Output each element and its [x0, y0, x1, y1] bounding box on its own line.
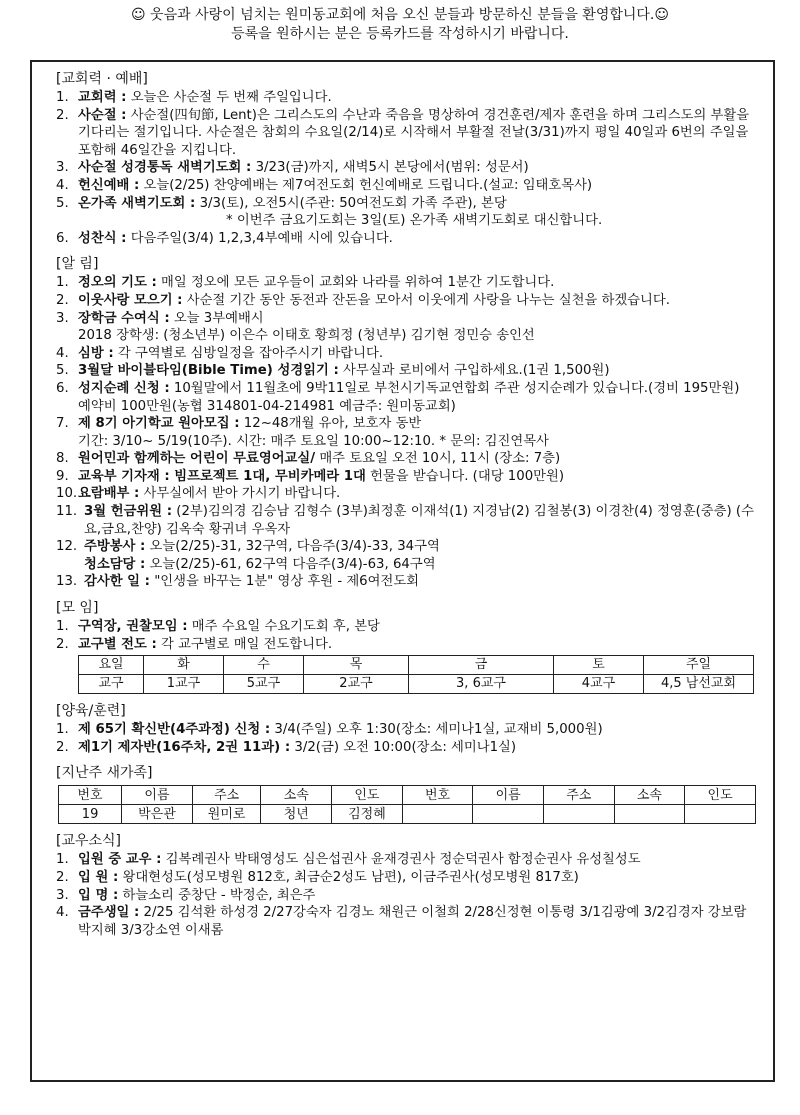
section-title: [양육/훈련] — [56, 703, 126, 720]
list-item — [56, 177, 756, 195]
item-text: 10월말에서 11월초에 9박11일로 부천시기독교연합회 주관 성지순례가 있습니다.(경비 195만원) 예약비 100만원(농협 314801-04-214981 예금주: 원미동교회) — [78, 380, 740, 414]
table-cell: 화 — [144, 656, 224, 675]
table-cell — [543, 805, 614, 824]
list-item — [56, 195, 756, 213]
item-text: 3/23(금)까지, 새벽5시 본당에서(범위: 성문서) — [251, 160, 529, 176]
section-title: [모 임] — [56, 600, 99, 617]
item-number: 5. — [56, 363, 69, 379]
section-notices — [56, 255, 756, 591]
item-label: 헌신예배 : — [78, 177, 140, 193]
item-text: 사순절 기간 동안 동전과 잔돈을 모아서 이웃에게 사랑을 나누는 실천을 하겠습니다. — [182, 292, 670, 308]
table-cell: 4교구 — [554, 675, 644, 694]
table-cell: 1교구 — [144, 675, 224, 694]
list-item — [56, 618, 756, 636]
table-cell: 인도 — [685, 786, 756, 805]
item-text: "인생을 바꾸는 1분" 영상 후원 - 제6여전도회 — [149, 574, 420, 590]
list-item — [56, 869, 756, 887]
list-item — [56, 450, 756, 468]
item-text: 오늘(2/25)-61, 62구역 다음주(3/4)-63, 64구역 — [145, 556, 436, 572]
item-text: 사무실과 로비에서 구입하세요.(1권 1,500원) — [338, 363, 610, 379]
item-number: 13. — [56, 574, 78, 590]
cleaning-duty — [56, 556, 756, 574]
welcome-header — [0, 6, 800, 44]
item-label: 감사한 일 : — [84, 574, 150, 590]
item-label: 3월달 바이블타임(Bible Time) 성경읽기 : — [78, 363, 339, 379]
item-text: 오늘 3부예배시 — [169, 310, 264, 326]
table-cell: 19 — [59, 805, 122, 824]
bulletin-content — [56, 70, 756, 939]
list-item — [56, 721, 756, 739]
table-row — [79, 656, 754, 675]
item-label: 금주생일 : — [78, 905, 140, 921]
table-cell: 목 — [304, 656, 409, 675]
item-text: 김복례권사 박태영성도 심은섭권사 윤재경권사 정순덕권사 함정순권사 유성칠성도 — [161, 852, 641, 868]
item-text: 다음주일(3/4) 1,2,3,4부예배 시에 있습니다. — [126, 230, 393, 246]
item-number: 2. — [56, 292, 69, 308]
item-label: 요람배부 : — [78, 486, 140, 502]
table-cell: 번호 — [59, 786, 122, 805]
table-cell — [614, 805, 685, 824]
item-label: 입 명 : — [78, 887, 119, 903]
item-text: 각 구역별로 심방일정을 잡아주시기 바랍니다. — [113, 345, 384, 361]
item-text: 3/3(토), 오전5시(주관: 50여전도회 가족 주관), 본당 — [195, 195, 507, 211]
list-item — [56, 345, 756, 363]
table-cell: 소속 — [614, 786, 685, 805]
item-label: 이웃사랑 모으기 : — [78, 292, 183, 308]
item-number: 2. — [56, 636, 69, 652]
list-item — [56, 380, 756, 415]
newcomers-table-wrap — [56, 785, 756, 824]
table-cell: 주소 — [192, 786, 261, 805]
newcomers-table — [58, 785, 756, 824]
item-number: 4. — [56, 345, 69, 361]
item-number: 10. — [56, 486, 78, 502]
list-item — [56, 310, 756, 328]
item-text: 헌물을 받습니다. (대당 100만원) — [365, 468, 565, 484]
table-cell: 금 — [409, 656, 554, 675]
table-cell: 주일 — [644, 656, 754, 675]
item-number: 4. — [56, 177, 69, 193]
item-number: 1. — [56, 619, 69, 635]
item-number: 1. — [56, 90, 69, 105]
section-newcomers — [56, 764, 756, 824]
item-label: 입 원 : — [78, 870, 119, 885]
item-label: 주방봉사 : — [84, 539, 146, 555]
table-cell: 청년 — [261, 805, 332, 824]
item-label: 성찬식 : — [78, 230, 127, 246]
list-item — [56, 503, 756, 538]
section-training — [56, 702, 756, 756]
table-cell: 5교구 — [224, 675, 304, 694]
item-number: 3. — [56, 887, 69, 903]
list-item — [56, 538, 756, 556]
item-label: 제1기 제자반(16주차, 2권 11과) : — [78, 739, 291, 755]
item-number: 1. — [56, 275, 69, 291]
table-row — [59, 805, 756, 824]
list-item — [56, 159, 756, 177]
item-label: 심방 : — [78, 345, 114, 361]
item-text: 사무실에서 받아 가시기 바랍니다. — [139, 486, 341, 502]
item-text: (2부)김의경 김승남 김형수 (3부)최정훈 이재석(1) 지경남(2) 김철봉(3) 이경찬(4) 정영훈(중층) (수요,금요,찬양) 김옥숙 황귀녀 우옥자 — [84, 504, 754, 537]
table-cell: 인도 — [332, 786, 403, 805]
table-cell: 교구 — [79, 675, 144, 694]
list-item — [56, 292, 756, 310]
table-cell: 이름 — [473, 786, 544, 805]
list-item — [56, 485, 756, 503]
item-number: 9. — [56, 468, 69, 484]
item-label: 입원 중 교우 : — [78, 852, 162, 868]
list-item — [56, 107, 756, 160]
item-number: 2. — [56, 739, 69, 755]
item-number: 8. — [56, 451, 69, 467]
list-item — [56, 739, 756, 757]
item-number: 6. — [56, 230, 69, 246]
list-item — [56, 636, 756, 654]
table-cell: 박은관 — [122, 805, 193, 824]
item-label: 교구별 전도 : — [78, 636, 157, 652]
table-cell: 번호 — [402, 786, 473, 805]
welcome-line: ☺ 웃음과 사랑이 넘치는 원미동교회에 처음 오신 분들과 방문하신 분들을 환영합니다.☺ — [131, 7, 669, 23]
item-label: 장학금 수여식 : — [78, 310, 170, 326]
table-cell: 수 — [224, 656, 304, 675]
section-title: [지난주 새가족] — [56, 765, 153, 782]
section-title: [알 림] — [56, 256, 99, 273]
item-text: 3/4(주일) 오후 1:30(장소: 세미나1실, 교재비 5,000원) — [270, 722, 603, 738]
section-title: [교우소식] — [56, 833, 122, 850]
item-number: 6. — [56, 380, 69, 396]
item-label: 정오의 기도 : — [78, 275, 157, 291]
item-text: 오늘은 사순절 두 번째 주일입니다. — [126, 90, 332, 105]
item-text: 왕대현성도(성모병원 812호, 최금순2성도 남편), 이금주권사(성모병원 817호) — [118, 870, 579, 885]
list-item — [56, 573, 756, 591]
item-text: 오늘(2/25)-31, 32구역, 다음주(3/4)-33, 34구역 — [145, 539, 440, 555]
item-number: 2. — [56, 107, 69, 123]
table-cell: 2교구 — [304, 675, 409, 694]
item-label: 사순절 성경통독 새벽기도회 : — [78, 160, 252, 176]
item-text: 각 교구별로 매일 전도합니다. — [156, 636, 333, 652]
item-label: 교회력 : — [78, 90, 127, 105]
table-cell: 주소 — [543, 786, 614, 805]
item-note: * 이번주 금요기도회는 3일(토) 온가족 새벽기도회로 대신합니다. — [226, 213, 603, 229]
table-cell: 소속 — [261, 786, 332, 805]
table-cell — [685, 805, 756, 824]
item-number: 4. — [56, 905, 69, 921]
item-text: 12~48개월 유아, 보호자 동반 — [239, 416, 422, 432]
list-item — [56, 887, 756, 905]
item-label: 제 65기 확신반(4주과정) 신청 : — [78, 722, 271, 738]
table-cell: 김정혜 — [332, 805, 403, 824]
section-members — [56, 832, 756, 939]
item-label: 교육부 기자재 : 빔프로젝트 1대, 무비카메라 1대 — [78, 468, 366, 484]
item-text: 오늘(2/25) 찬양예배는 제7여전도회 헌신예배로 드립니다.(설교: 임태호목사) — [139, 177, 593, 193]
item-number: 1. — [56, 852, 69, 868]
item-text: 사순절(四旬節, Lent)은 그리스도의 수난과 죽음을 명상하여 경건훈련/제자 훈련을 하며 그리스도의 부활을 기다리는 절기입니다. 사순절은 참회의 수요일(2/14)로 시작해서 부활절 전날(3/31)까지 평일 40일과 6번의 주일을 포함해 46일간을 지킵니다. — [78, 107, 750, 158]
item-number: 1. — [56, 722, 69, 738]
item-number: 3. — [56, 310, 69, 326]
list-item — [56, 274, 756, 292]
table-cell: 요일 — [79, 656, 144, 675]
item-text: 3/2(금) 오전 10:00(장소: 세미나1실) — [290, 739, 517, 755]
list-item — [56, 230, 756, 248]
item-number: 5. — [56, 195, 69, 211]
registration-line: 등록을 원하시는 분은 등록카드를 작성하시기 바랍니다. — [231, 26, 569, 42]
table-row — [59, 786, 756, 805]
evangelism-table-wrap — [56, 655, 756, 694]
evangelism-table — [78, 655, 754, 694]
item-label: 성지순례 신청 : — [78, 380, 170, 396]
scholarship-list: 2018 장학생: (청소년부) 이은수 이태호 황희정 (청년부) 김기현 정민승 송인선 — [78, 328, 535, 344]
table-cell: 토 — [554, 656, 644, 675]
list-item — [56, 362, 756, 380]
table-cell — [402, 805, 473, 824]
item-text: 매주 토요일 오전 10시, 11시 (장소: 7층) — [315, 451, 561, 467]
table-cell: 이름 — [122, 786, 193, 805]
table-cell: 원미로 — [192, 805, 261, 824]
item-number: 2. — [56, 870, 69, 885]
item-text: 매일 정오에 모든 교우들이 교회와 나라를 위하여 1분간 기도합니다. — [156, 275, 555, 291]
item-text: 매주 수요일 수요기도회 후, 본당 — [187, 619, 380, 635]
item-label: 3월 헌금위원 : — [84, 504, 173, 520]
item-number: 11. — [56, 504, 78, 520]
item-label: 원어민과 함께하는 어린이 무료영어교실/ — [78, 451, 316, 467]
item-text: 2/25 김석환 하성경 2/27강숙자 김경노 채원근 이철희 2/28신정현 이통령 3/1김광예 3/2김경자 강보람 박지혜 3/3강소연 이새롬 — [78, 905, 747, 938]
item-number: 7. — [56, 416, 69, 432]
item-text: 하늘소리 중창단 - 박정순, 최은주 — [118, 887, 316, 903]
preschool-period: 기간: 3/10~ 5/19(10주). 시간: 매주 토요일 10:00~12:10. * 문의: 김진연목사 — [78, 433, 549, 449]
item-number: 3. — [56, 160, 69, 176]
table-cell: 4,5 남선교회 — [644, 675, 754, 694]
item-number: 12. — [56, 539, 78, 555]
list-item — [56, 851, 756, 869]
item-label: 청소담당 : — [84, 556, 146, 572]
list-item — [56, 904, 756, 939]
list-item — [56, 468, 756, 486]
section-title: [교회력 · 예배] — [56, 71, 148, 87]
table-row — [79, 675, 754, 694]
item-label: 사순절 : — [78, 107, 127, 123]
list-item — [56, 415, 756, 433]
bulletin-box — [30, 60, 775, 1082]
item-label: 구역장, 권찰모임 : — [78, 619, 188, 635]
item-label: 제 8기 아기학교 원아모집 : — [78, 416, 240, 432]
section-meetings — [56, 599, 756, 694]
item-label: 온가족 새벽기도회 : — [78, 195, 196, 211]
table-cell: 3, 6교구 — [409, 675, 554, 694]
list-item — [56, 89, 756, 107]
table-cell — [473, 805, 544, 824]
section-worship — [56, 70, 756, 247]
